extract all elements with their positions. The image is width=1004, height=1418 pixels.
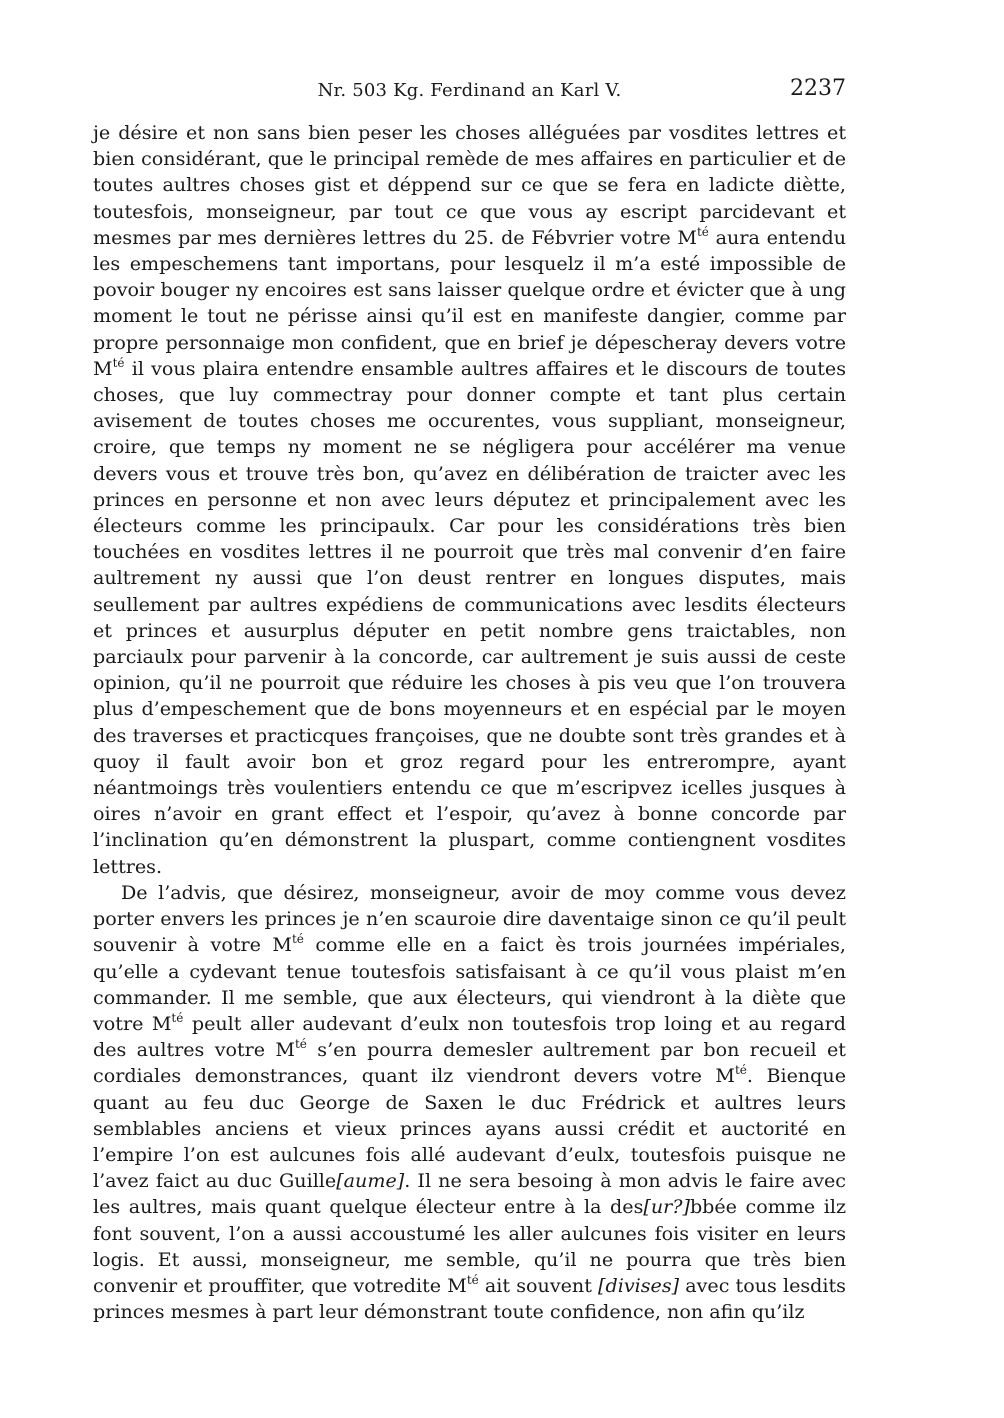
text-run: s’en pourra demesler aultrement par bon recueil et cordiales demonstrances, quant ilz viendront devers votre M [93, 1038, 846, 1088]
body-text [93, 120, 846, 1325]
page-header [93, 76, 846, 108]
text-run: De l’advis, que désirez, monseigneur, avoir de moy comme vous devez porter envers les princes je n’en scauroie dire daventaige sinon ce qu’il peult souvenir à votre M [93, 880, 846, 957]
text-run: avec tous lesdits princes mesmes à part leur démonstrant toute confidence, non afin qu’ilz [93, 1273, 846, 1324]
superscript-abbreviation: té [294, 1037, 307, 1052]
text-run: bbée comme ilz font souvent, l’on a aussi accoustumé les aller aulcunes fois visiter en leurs logis. Et aussi, monseigneur, me semble, qu’il ne pourra que très bien convenir et prouffiter, que votredite M [93, 1195, 846, 1297]
superscript-abbreviation: té [696, 224, 709, 239]
superscript-abbreviation: té [466, 1272, 479, 1287]
text-run: ait souvent [478, 1273, 599, 1297]
superscript-abbreviation: té [112, 355, 125, 370]
text-run: aura entendu les empeschemens tant importans, pour lesquelz il m’a esté impossible de povoir bouger ny encoires est sans laisser quelque ordre et évicter que à ung moment le tout ne périsse ainsi qu’il est en manifeste dangier, comme par propre personnaige mon confident, que en brief je dépescheray devers votre M [93, 225, 847, 380]
running-head: Nr. 503 Kg. Ferdinand an Karl V. [317, 80, 622, 101]
paragraph-1 [93, 120, 846, 880]
text-run: . Il ne sera besoing à mon advis le faire avec les aultres, mais quant quelque électeur entre à la des [93, 1169, 846, 1219]
superscript-abbreviation: té [171, 1010, 184, 1025]
editorial-insertion: [ur?] [643, 1195, 690, 1219]
superscript-abbreviation: té [291, 932, 304, 947]
text-run: peult aller audevant d’eulx non toutesfois trop loing et au regard des aultres votre M [93, 1011, 846, 1062]
editorial-insertion: [aume] [336, 1169, 405, 1193]
text-run: il vous plaira entendre ensamble aultres affaires et le discours de toutes choses, que luy commectray pour donner compte et tant plus certain avisement de toutes choses me occurentes, vous suppliant, monseigneur, croire, que temps ny moment ne se négligera pour accélérer ma venue devers vous et trouve très bon, qu’avez en délibération de traicter avec les princes en personne et non avec leurs députez et principalement avec les électeurs comme les principaulx. Car pour les considérations très bien touchées en vosdites lettres il ne pourroit que très mal convenir d’en faire aultrement ny aussi que l’on deust rentrer en longues disputes, mais seullement par aultres expédiens de communications avec lesdits électeurs et princes et ausurplus députer en petit nombre gens traictables, non parciaulx pour parvenir à la concorde, car aultrement je suis aussi de ceste opinion, qu’il ne pourroit que réduire les choses à pis veu que l’on trouvera plus d’empeschement que de bons moyenneurs et en espécial par le moyen des traverses et practicques françoises, que ne doubte sont très grandes et à quoy il fault avoir bon et groz regard pour les entrerompre, ayant néantmoings très voulentiers entendu ce que m’escripvez icelles jusques à oires n’avoir en grant effect et l’espoir, qu’avez à bonne concorde par l’inclination qu’en démonstrent la pluspart, comme contiengnent vosdites lettres. [93, 356, 846, 878]
page-number: 2237 [790, 76, 846, 101]
paragraph-2 [93, 880, 846, 1325]
editorial-insertion: [divises] [598, 1273, 680, 1297]
superscript-abbreviation: té [734, 1063, 747, 1078]
text-run: . Bienque quant au feu duc George de Saxen le duc Frédrick et aultres leurs semblables anciens et vieux princes ayans aussi crédit et auctorité en l’empire l’on est aulcunes fois allé audevant d’eulx, toutesfois puisque ne l’avez faict au duc Guille [93, 1064, 846, 1193]
text-run: comme elle en a faict ès trois journées impériales, qu’elle a cydevant tenue toutesfois satisfaisant à ce qu’il vous plaist m’en commander. Il me semble, que aux électeurs, qui viendront à la diète que votre M [93, 933, 846, 1035]
text-run: je désire et non sans bien peser les choses alléguées par vosdites lettres et bien considérant, que le principal remède de mes affaires en particulier et de toutes aultres choses gist et déppend sur ce que se fera en ladicte diètte, toutesfois, monseigneur, par tout ce que vous ay escript parcidevant et mesmes par mes dernières lettres du 25. de Fébvrier votre M [93, 121, 846, 249]
